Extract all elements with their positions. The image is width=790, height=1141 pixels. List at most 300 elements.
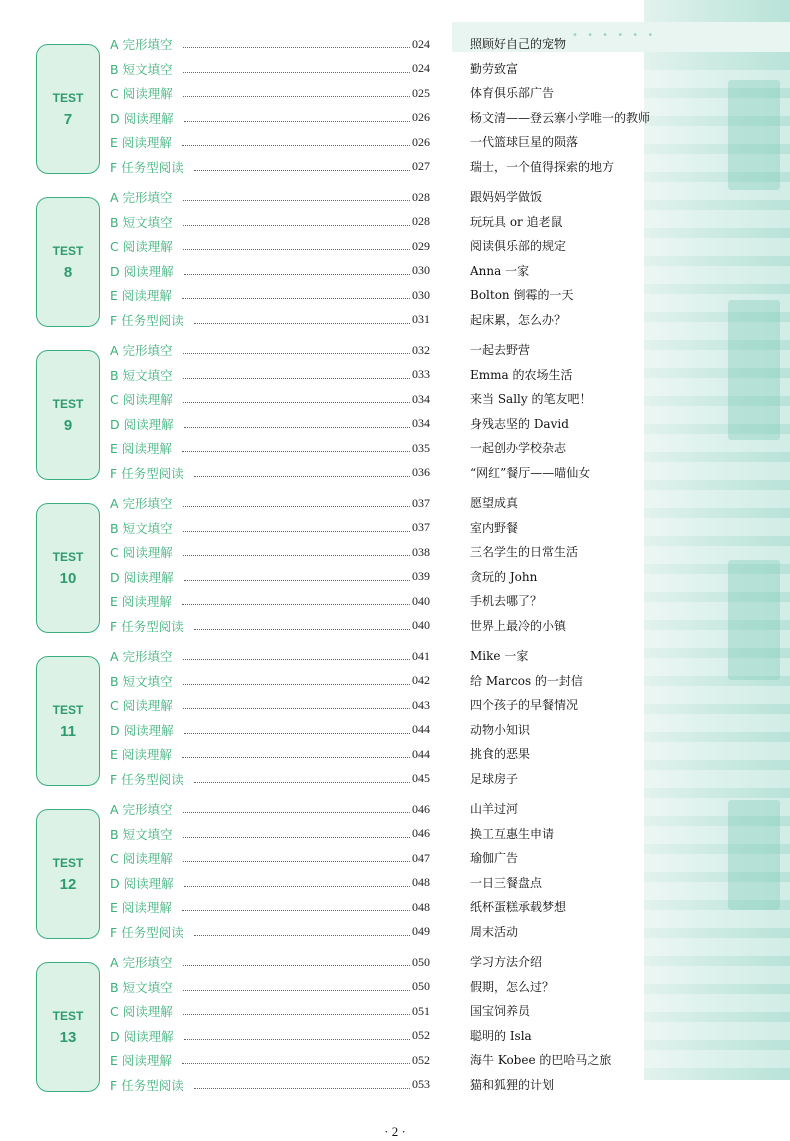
section-type-label: 阅读理解 [121, 1053, 172, 1068]
test-label: TEST [52, 1008, 84, 1023]
page-ref: 051 [412, 1003, 430, 1018]
passage-title: “网红”餐厅——喵仙女 [470, 465, 591, 480]
toc-entry[interactable] [110, 1075, 430, 1095]
page-ref: 050 [412, 979, 430, 993]
passage-title: 杨文清——登云寨小学唯一的教师 [470, 110, 651, 125]
section-type [110, 978, 173, 996]
toc-entry[interactable] [110, 414, 430, 434]
passage-title: 世界上最冷的小镇 [470, 618, 567, 633]
page-ref: 046 [412, 826, 430, 840]
toc-entry[interactable] [110, 567, 430, 587]
dot-leader [183, 860, 410, 862]
page-ref: 027 [412, 159, 430, 173]
toc-entry[interactable] [110, 824, 430, 844]
passage-title: 山羊过河 [470, 802, 519, 816]
toc-entry[interactable] [110, 591, 430, 611]
section-letter: F [110, 159, 118, 175]
section-type [110, 439, 172, 457]
section-type [110, 543, 173, 561]
page-ref: 040 [412, 593, 430, 608]
section-letter: A [110, 649, 119, 664]
page-ref: 050 [412, 954, 430, 969]
toc-entry[interactable] [110, 1001, 430, 1021]
section-type [110, 213, 173, 231]
passage-title: 手机去哪了？ [470, 594, 543, 608]
section-type-label: 阅读理解 [122, 851, 173, 866]
passage-title: 换工互惠生申请 [470, 826, 555, 841]
dot-leader [184, 1038, 410, 1040]
section-type-label: 阅读理解 [121, 747, 172, 762]
toc-entry[interactable] [110, 952, 430, 972]
section-type [110, 237, 173, 255]
section-type-label: 阅读理解 [123, 263, 174, 279]
section-letter: C [110, 851, 119, 866]
section-type-label: 阅读理解 [122, 86, 173, 101]
dot-leader [183, 836, 410, 838]
section-letter: E [110, 135, 118, 150]
section-type [110, 696, 173, 714]
passage-title: 纸杯蛋糕承载梦想 [470, 900, 567, 914]
section-letter: A [110, 37, 119, 52]
toc-entry[interactable] [110, 34, 430, 54]
passage-title: 周末活动 [470, 924, 519, 939]
section-type [110, 415, 174, 433]
section-type [110, 825, 173, 843]
dot-leader [194, 1087, 410, 1089]
toc-entry[interactable] [110, 132, 430, 152]
section-letter: C [110, 545, 119, 560]
toc-entry[interactable] [110, 310, 430, 330]
section-type [110, 109, 174, 127]
section-letter: F [110, 771, 118, 787]
toc-entry[interactable] [110, 212, 430, 232]
page-ref: 024 [412, 36, 430, 51]
section-type [110, 745, 172, 763]
page-ref: 030 [412, 287, 430, 302]
dot-leader [183, 401, 410, 403]
passage-title: 贪玩的 John [470, 569, 538, 584]
page-ref: 031 [412, 312, 430, 326]
test-number: 12 [59, 875, 77, 893]
toc-entry[interactable] [110, 720, 430, 740]
page-ref: 052 [412, 1028, 430, 1042]
passage-title: 起床累，怎么办？ [470, 312, 567, 327]
passage-title: 瑞士，一个值得探索的地方 [470, 159, 615, 174]
section-type-label: 阅读理解 [122, 392, 173, 407]
section-type-label: 阅读理解 [122, 698, 173, 713]
section-letter: F [110, 465, 118, 481]
passage-title: Mike 一家 [470, 649, 529, 663]
page-ref: 034 [412, 391, 430, 406]
dot-leader [183, 530, 410, 532]
page-ref: 046 [412, 801, 430, 816]
section-type [110, 592, 172, 610]
dot-leader [183, 505, 410, 507]
section-type-label: 任务型阅读 [121, 618, 184, 634]
toc-entry[interactable] [110, 542, 430, 562]
section-type-label: 阅读理解 [123, 875, 174, 891]
section-type-label: 阅读理解 [122, 545, 173, 560]
dot-leader [183, 554, 410, 556]
section-type-label: 阅读理解 [123, 569, 174, 585]
section-type-label: 阅读理解 [121, 288, 172, 303]
page-ref: 038 [412, 544, 430, 559]
section-letter: E [110, 288, 118, 303]
section-letter: B [110, 826, 119, 842]
section-type [110, 311, 184, 329]
section-type [110, 568, 174, 586]
page-ref: 037 [412, 520, 430, 534]
section-letter: B [110, 520, 119, 536]
test-badge [36, 809, 100, 939]
toc-entry[interactable] [110, 646, 430, 666]
page-ref: 026 [412, 134, 430, 149]
toc-entry[interactable] [110, 897, 430, 917]
toc-entry[interactable] [110, 922, 430, 942]
toc-entry[interactable] [110, 389, 430, 409]
dot-leader [183, 224, 410, 226]
section-letter: D [110, 110, 120, 126]
page-ref: 036 [412, 465, 430, 479]
toc-entry[interactable] [110, 59, 430, 79]
section-type-label: 阅读理解 [122, 1004, 173, 1019]
section-letter: D [110, 1028, 120, 1044]
section-type [110, 800, 173, 818]
section-type-label: 阅读理解 [121, 135, 172, 150]
dot-leader [182, 450, 410, 452]
section-type [110, 721, 174, 739]
test-label: TEST [52, 90, 84, 105]
section-type-label: 短文填空 [122, 61, 173, 77]
section-type-label: 短文填空 [122, 826, 173, 842]
test-label: TEST [52, 243, 84, 258]
dot-leader [182, 909, 410, 911]
toc-entry[interactable] [110, 848, 430, 868]
passage-title: 来当 Sally 的笔友吧！ [470, 392, 592, 406]
section-type-label: 完形填空 [122, 496, 173, 511]
section-type-label: 完形填空 [122, 190, 173, 205]
page-ref: 044 [412, 722, 430, 736]
page-ref: 032 [412, 342, 430, 357]
page-ref: 052 [412, 1052, 430, 1067]
dot-leader [194, 934, 410, 936]
page-ref: 053 [412, 1077, 430, 1091]
section-letter: A [110, 802, 119, 817]
test-badge [36, 503, 100, 633]
dot-leader [194, 475, 410, 477]
section-letter: E [110, 900, 118, 915]
page-ref: 024 [412, 61, 430, 75]
section-letter: C [110, 1004, 119, 1019]
page-ref: 040 [412, 618, 430, 632]
passage-title: 给 Marcos 的一封信 [470, 673, 583, 688]
section-letter: E [110, 441, 118, 456]
section-type-label: 完形填空 [122, 955, 173, 970]
section-letter: A [110, 955, 119, 970]
dot-leader [183, 46, 410, 48]
section-type [110, 286, 172, 304]
passage-title: 一起去野营 [470, 343, 531, 357]
page-ref: 037 [412, 495, 430, 510]
dot-leader [184, 885, 410, 887]
dot-leader [194, 322, 410, 324]
dot-leader [183, 199, 410, 201]
section-type-label: 短文填空 [122, 214, 173, 230]
test-number: 7 [63, 110, 73, 128]
section-type-label: 任务型阅读 [121, 1077, 184, 1093]
page-ref: 043 [412, 697, 430, 712]
passage-title: 阅读俱乐部的规定 [470, 239, 567, 253]
section-type [110, 519, 173, 537]
toc-entry[interactable] [110, 187, 430, 207]
toc-entry[interactable] [110, 463, 430, 483]
section-type-label: 阅读理解 [123, 1028, 174, 1044]
section-type-label: 任务型阅读 [121, 924, 184, 940]
section-type [110, 898, 172, 916]
dot-leader [183, 989, 410, 991]
dot-leader [194, 781, 410, 783]
toc-entry[interactable] [110, 493, 430, 513]
dot-leader [183, 248, 410, 250]
dot-leader [183, 658, 410, 660]
page-ref: 042 [412, 673, 430, 687]
test-badge [36, 962, 100, 1092]
toc-entry[interactable] [110, 769, 430, 789]
section-type [110, 874, 174, 892]
toc-entry[interactable] [110, 744, 430, 764]
section-letter: E [110, 747, 118, 762]
section-letter: E [110, 594, 118, 609]
section-type-label: 任务型阅读 [121, 771, 184, 787]
section-type-label: 短文填空 [122, 979, 173, 995]
test-label: TEST [52, 855, 84, 870]
section-type [110, 262, 174, 280]
page-ref: 028 [412, 189, 430, 204]
dot-leader [183, 811, 410, 813]
section-type [110, 84, 173, 102]
toc-entry[interactable] [110, 236, 430, 256]
test-label: TEST [52, 396, 84, 411]
section-type-label: 任务型阅读 [121, 159, 184, 175]
dot-leader [183, 95, 410, 97]
dot-leader [182, 603, 410, 605]
page-ref: 030 [412, 263, 430, 277]
test-number: 11 [60, 722, 76, 740]
section-letter: D [110, 569, 120, 585]
passage-title: Bolton 倒霉的一天 [470, 288, 574, 302]
toc-entry[interactable] [110, 365, 430, 385]
section-type-label: 完形填空 [122, 343, 173, 358]
section-type-label: 短文填空 [122, 673, 173, 689]
section-letter: F [110, 924, 118, 940]
section-type [110, 188, 173, 206]
section-type [110, 366, 173, 384]
dot-leader [182, 297, 410, 299]
decorative-header-band: • • • • • • [452, 22, 790, 52]
section-type [110, 770, 184, 788]
page-ref: 035 [412, 440, 430, 455]
dot-leader [194, 628, 410, 630]
dot-leader [182, 756, 410, 758]
toc-entry[interactable] [110, 977, 430, 997]
test-number: 9 [63, 416, 73, 434]
toc-entry[interactable] [110, 83, 430, 103]
passage-title: 假期，怎么过？ [470, 979, 555, 994]
passage-title: 玩玩具 or 追老鼠 [470, 214, 563, 229]
toc-entry[interactable] [110, 157, 430, 177]
dot-leader [184, 426, 410, 428]
passage-title: 室内野餐 [470, 520, 519, 535]
dot-leader [183, 707, 410, 709]
section-type [110, 341, 173, 359]
page-number: · 2 · [384, 1124, 406, 1139]
page-ref: 048 [412, 899, 430, 914]
passage-title: 学习方法介绍 [470, 955, 543, 969]
section-letter: F [110, 1077, 118, 1093]
passage-title: 国宝饲养员 [470, 1004, 531, 1018]
dot-leader [183, 964, 410, 966]
page-ref: 045 [412, 771, 430, 785]
page-ref: 029 [412, 238, 430, 253]
toc-entry[interactable] [110, 518, 430, 538]
passage-title: 海牛 Kobee 的巴哈马之旅 [470, 1053, 612, 1067]
section-type [110, 1051, 172, 1069]
passage-title: 四个孩子的早餐情况 [470, 698, 579, 712]
passage-title: 瑜伽广告 [470, 851, 519, 865]
page-ref: 039 [412, 569, 430, 583]
section-letter: C [110, 698, 119, 713]
section-type-label: 阅读理解 [121, 900, 172, 915]
dot-leader [183, 683, 410, 685]
toc-entry[interactable] [110, 261, 430, 281]
dot-leader [182, 144, 410, 146]
section-type [110, 849, 173, 867]
toc-entry[interactable] [110, 438, 430, 458]
test-label: TEST [52, 702, 84, 717]
dot-leader [183, 71, 410, 73]
section-type [110, 1002, 173, 1020]
section-type-label: 短文填空 [122, 520, 173, 536]
section-letter: D [110, 722, 120, 738]
section-type [110, 953, 173, 971]
toc-entry[interactable] [110, 616, 430, 636]
passage-title: 一代篮球巨星的陨落 [470, 135, 579, 149]
dot-leader [182, 1062, 410, 1064]
section-type [110, 923, 184, 941]
toc-entry[interactable] [110, 1050, 430, 1070]
section-type-label: 完形填空 [122, 649, 173, 664]
dot-leader [183, 352, 410, 354]
test-badge [36, 656, 100, 786]
section-letter: B [110, 673, 119, 689]
section-letter: B [110, 979, 119, 995]
section-type [110, 60, 173, 78]
page-ref: 044 [412, 746, 430, 761]
section-letter: E [110, 1053, 118, 1068]
toc-entry[interactable] [110, 873, 430, 893]
test-number: 13 [59, 1028, 77, 1046]
dot-leader [183, 1013, 410, 1015]
passage-title: 动物小知识 [470, 722, 531, 737]
section-type-label: 任务型阅读 [121, 312, 184, 328]
section-type [110, 35, 173, 53]
test-badge [36, 197, 100, 327]
section-type [110, 1027, 174, 1045]
passage-title: 聪明的 Isla [470, 1028, 532, 1043]
test-label: TEST [52, 549, 84, 564]
passage-title: 体育俱乐部广告 [470, 86, 555, 100]
section-letter: D [110, 263, 120, 279]
toc-entry[interactable] [110, 285, 430, 305]
section-letter: B [110, 214, 119, 230]
section-letter: F [110, 618, 118, 634]
decorative-sidebar [644, 0, 790, 1080]
passage-title: 跟妈妈学做饭 [470, 190, 543, 204]
section-type-label: 任务型阅读 [121, 465, 184, 481]
section-type [110, 158, 184, 176]
page-ref: 025 [412, 85, 430, 100]
section-type [110, 647, 173, 665]
passage-title: 一日三餐盘点 [470, 875, 543, 890]
dot-leader [184, 732, 410, 734]
dot-leader [184, 273, 410, 275]
page-ref: 041 [412, 648, 430, 663]
section-letter: F [110, 312, 118, 328]
test-badge [36, 44, 100, 174]
section-letter: C [110, 86, 119, 101]
passage-title: 足球房子 [470, 771, 519, 786]
page-ref: 033 [412, 367, 430, 381]
section-type [110, 494, 173, 512]
passage-title: 挑食的恶果 [470, 747, 531, 761]
page-ref: 048 [412, 875, 430, 889]
toc-entry[interactable] [110, 1026, 430, 1046]
page-ref: 026 [412, 110, 430, 124]
section-letter: A [110, 343, 119, 358]
passage-title: Emma 的农场生活 [470, 367, 573, 382]
page-ref: 049 [412, 924, 430, 938]
section-type-label: 阅读理解 [123, 110, 174, 126]
section-type-label: 阅读理解 [121, 594, 172, 609]
passage-title: 身残志坚的 David [470, 416, 569, 431]
section-letter: B [110, 367, 119, 383]
toc-entry[interactable] [110, 340, 430, 360]
section-type-label: 阅读理解 [121, 441, 172, 456]
test-badge [36, 350, 100, 480]
page-ref: 028 [412, 214, 430, 228]
section-letter: C [110, 392, 119, 407]
section-type [110, 133, 172, 151]
section-type-label: 阅读理解 [123, 722, 174, 738]
section-type [110, 464, 184, 482]
page-ref: 034 [412, 416, 430, 430]
section-type-label: 完形填空 [122, 802, 173, 817]
toc-entry[interactable] [110, 671, 430, 691]
toc-entry[interactable] [110, 799, 430, 819]
passage-title: 一起创办学校杂志 [470, 441, 567, 455]
section-type [110, 390, 173, 408]
toc-entry[interactable] [110, 695, 430, 715]
passage-title: 照顾好自己的宠物 [470, 37, 567, 51]
test-number: 8 [63, 263, 73, 281]
section-type-label: 阅读理解 [122, 239, 173, 254]
section-letter: D [110, 875, 120, 891]
section-letter: B [110, 61, 119, 77]
passage-title: 猫和狐狸的计划 [470, 1077, 555, 1092]
section-type-label: 阅读理解 [123, 416, 174, 432]
dot-leader [194, 169, 410, 171]
toc-entry[interactable] [110, 108, 430, 128]
